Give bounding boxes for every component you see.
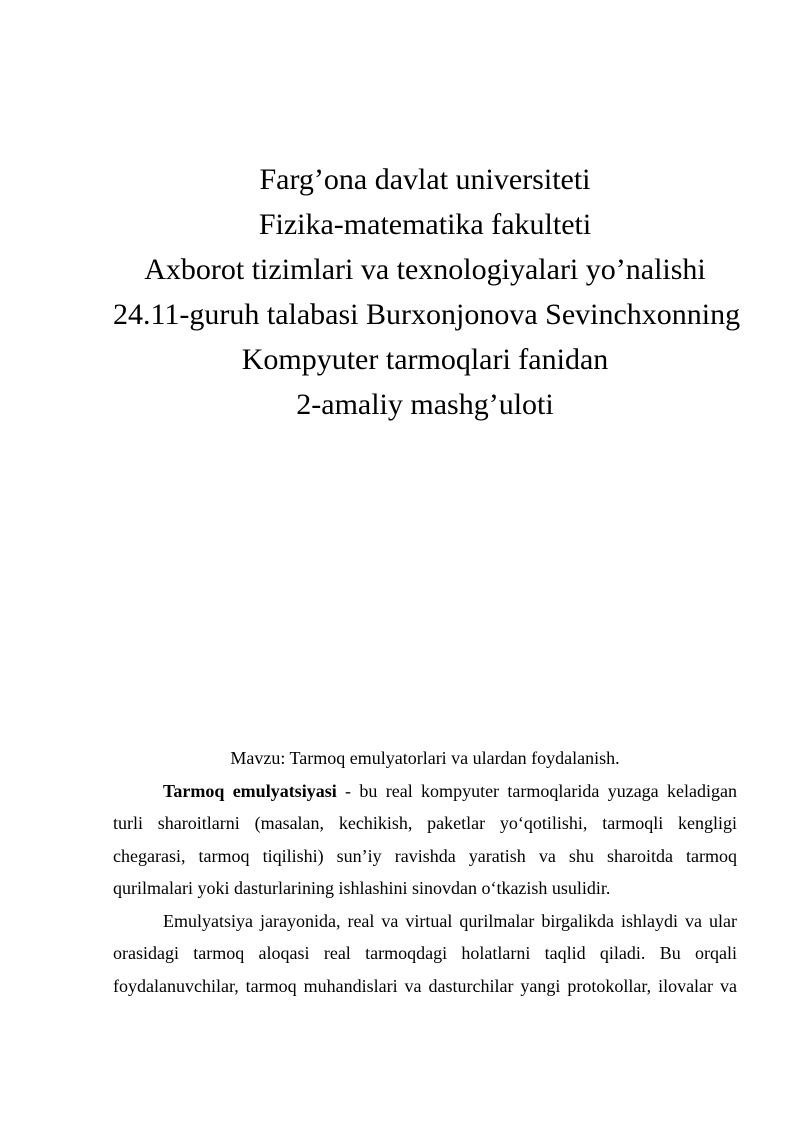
title-line-direction: Axborot tizimlari va texnologiyalari yo’nalishi — [144, 253, 706, 286]
paragraph-2-line-1: Emulyatsiya jarayonida, real va virtual qurilmalar birgalikda ishlaydi va ular — [163, 910, 737, 931]
paragraph-2-line-2: orasidagi tarmoq aloqasi real tarmoqdagi holatlarni taqlid qiladi. Bu orqali — [113, 943, 737, 963]
topic-line: Mavzu: Tarmoq emulyatorlari va ulardan foydalanish. — [230, 748, 620, 768]
paragraph-1-bold-lead: Tarmoq emulyatsiyasi — [163, 780, 337, 801]
paragraph-1 — [113, 775, 737, 905]
paragraph-1-line-3: chegarasi, tarmoq tiqilishi) sun’iy ravishda yaratish va shu sharoitda tarmoq — [113, 845, 737, 866]
paragraph-2 — [113, 905, 737, 1003]
title-line-faculty: Fizika-matematika fakulteti — [258, 208, 592, 241]
title-block — [113, 157, 741, 427]
paragraph-1-line-1-rest: - bu real kompyuter tarmoqlarida yuzaga keladigan — [336, 780, 737, 801]
paragraph-1-line-2: turli sharoitlarni (masalan, kechikish, paketlar yo‘qotilishi, tarmoqli kengligi — [113, 813, 737, 833]
title-line-student: 24.11-guruh talabasi Burxonjonova Sevinchxonning — [113, 298, 741, 331]
paragraph-1-line-4: qurilmalari yoki dasturlarining ishlashini sinovdan o‘tkazish usulidir. — [113, 878, 611, 898]
title-line-practical: 2-amaliy mashg’uloti — [296, 388, 554, 421]
body-text-block — [113, 742, 737, 1002]
paragraph-2-line-3: foydalanuvchilar, tarmoq muhandislari va dasturchilar yangi protokollar, ilovalar va — [113, 975, 737, 996]
title-line-university: Farg’ona davlat universiteti — [259, 163, 591, 196]
paragraph-1-line-1 — [113, 775, 737, 808]
title-line-subject: Kompyuter tarmoqlari fanidan — [241, 343, 609, 376]
